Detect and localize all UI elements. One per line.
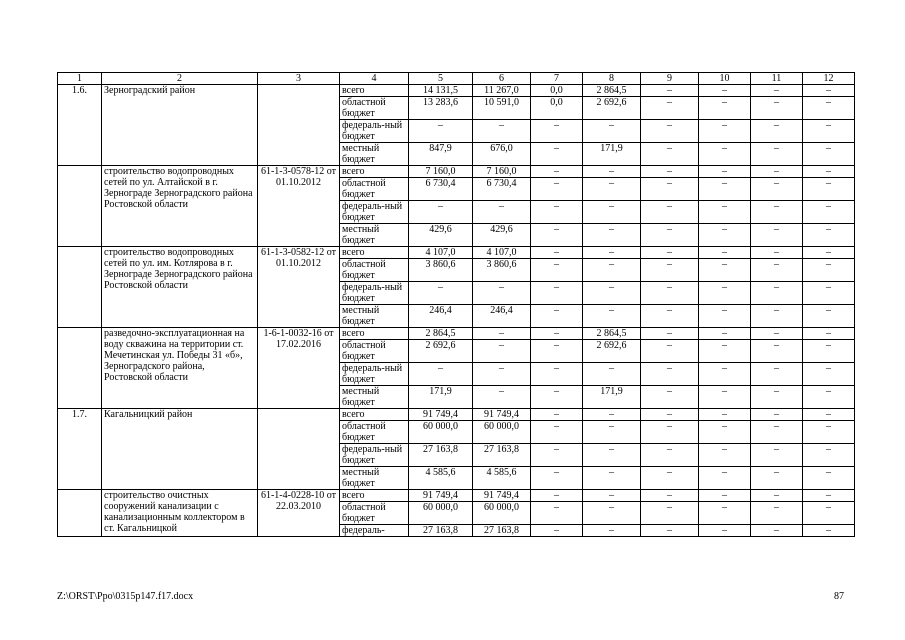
value-cell: – [803,490,855,502]
value-cell: 11 267,0 [473,85,531,97]
funding-source: всего [340,166,409,178]
value-cell: – [803,525,855,537]
value-cell: – [803,305,855,328]
funding-source: всего [340,328,409,340]
value-cell: – [473,282,531,305]
value-cell: – [641,166,699,178]
value-cell: – [409,120,473,143]
value-cell: – [531,143,583,166]
value-cell: – [751,259,803,282]
value-cell: – [751,328,803,340]
value-cell: – [699,282,751,305]
value-cell: – [583,363,641,386]
header-cell: 2 [102,73,258,85]
value-cell: 4 585,6 [409,467,473,490]
value-cell: 2 864,5 [583,328,641,340]
header-cell: 8 [583,73,641,85]
value-cell: – [641,444,699,467]
value-cell: – [531,502,583,525]
value-cell: – [803,166,855,178]
value-cell: – [803,502,855,525]
value-cell: 2 864,5 [409,328,473,340]
item-number [58,247,102,328]
item-name: строительство очистных сооружений канализации с канализационным коллектором в ст. Кагальницкой [102,490,258,537]
header-cell: 12 [803,73,855,85]
value-cell: – [699,97,751,120]
value-cell: – [531,421,583,444]
value-cell: 2 864,5 [583,85,641,97]
value-cell: – [473,120,531,143]
table-row [58,328,855,340]
value-cell: – [531,409,583,421]
value-cell: 847,9 [409,143,473,166]
value-cell: 2 692,6 [583,97,641,120]
value-cell: – [641,305,699,328]
value-cell: 6 730,4 [409,178,473,201]
value-cell: 60 000,0 [473,421,531,444]
value-cell: 0,0 [531,85,583,97]
value-cell: – [531,282,583,305]
value-cell: – [751,502,803,525]
value-cell: – [641,502,699,525]
value-cell: 91 749,4 [409,490,473,502]
item-name: строительство водопроводных сетей по ул. Алтайской в г. Зернограде Зерноградского района Ростовской области [102,166,258,247]
budget-table [57,72,855,537]
value-cell: – [699,178,751,201]
value-cell: – [699,305,751,328]
funding-source: всего [340,247,409,259]
value-cell: – [751,490,803,502]
value-cell: 2 692,6 [583,340,641,363]
item-number: 1.6. [58,85,102,166]
value-cell: – [641,386,699,409]
value-cell: – [751,120,803,143]
value-cell: 27 163,8 [473,444,531,467]
value-cell: – [583,502,641,525]
value-cell: – [751,444,803,467]
value-cell: – [583,178,641,201]
value-cell: – [751,166,803,178]
value-cell: – [751,178,803,201]
value-cell: – [699,386,751,409]
value-cell: – [531,247,583,259]
value-cell: 91 749,4 [409,409,473,421]
value-cell: – [641,421,699,444]
item-number [58,490,102,537]
funding-source: областной бюджет [340,502,409,525]
item-number: 1.7. [58,409,102,490]
value-cell: – [751,201,803,224]
header-row [58,73,855,85]
value-cell: – [641,340,699,363]
item-document: 1-6-1-0032-16 от 17.02.2016 [258,328,340,409]
value-cell: 0,0 [531,97,583,120]
value-cell: – [531,490,583,502]
value-cell: – [641,178,699,201]
header-cell: 4 [340,73,409,85]
header-cell: 9 [641,73,699,85]
header-cell: 7 [531,73,583,85]
value-cell: – [641,143,699,166]
funding-source: федераль-ный бюджет [340,201,409,224]
value-cell: – [409,363,473,386]
item-name: строительство водопроводных сетей по ул. им. Котлярова в г. Зернограде Зерноградского района Ростовской области [102,247,258,328]
value-cell: – [641,201,699,224]
funding-source: федераль-ный бюджет [340,363,409,386]
value-cell: 429,6 [409,224,473,247]
value-cell: – [531,201,583,224]
value-cell: – [803,282,855,305]
value-cell: – [803,328,855,340]
value-cell: – [531,305,583,328]
value-cell: 13 283,6 [409,97,473,120]
page-number: 87 [834,591,844,602]
header-cell: 5 [409,73,473,85]
value-cell: – [803,409,855,421]
value-cell: – [803,259,855,282]
value-cell: – [531,467,583,490]
value-cell: – [699,224,751,247]
funding-source: всего [340,490,409,502]
header-cell: 10 [699,73,751,85]
funding-source: местный бюджет [340,467,409,490]
value-cell: – [699,525,751,537]
table-row [58,490,855,502]
value-cell: – [699,120,751,143]
value-cell: – [583,282,641,305]
funding-source: местный бюджет [340,305,409,328]
item-document: 61-1-3-0578-12 от 01.10.2012 [258,166,340,247]
value-cell: 27 163,8 [409,444,473,467]
value-cell: – [531,525,583,537]
value-cell: – [531,363,583,386]
value-cell: 246,4 [473,305,531,328]
funding-source: областной бюджет [340,97,409,120]
value-cell: – [583,421,641,444]
value-cell: 10 591,0 [473,97,531,120]
value-cell: – [751,467,803,490]
value-cell: – [531,120,583,143]
funding-source: областной бюджет [340,259,409,282]
value-cell: – [699,166,751,178]
value-cell: – [641,363,699,386]
item-document [258,409,340,490]
funding-source: местный бюджет [340,386,409,409]
value-cell: – [409,201,473,224]
value-cell: – [803,143,855,166]
value-cell: – [473,363,531,386]
value-cell: – [751,409,803,421]
value-cell: – [531,259,583,282]
item-number [58,166,102,247]
value-cell: – [583,166,641,178]
value-cell: – [803,444,855,467]
funding-source: федераль-ный бюджет [340,120,409,143]
value-cell: 7 160,0 [409,166,473,178]
value-cell: – [583,467,641,490]
funding-source: федераль-ный бюджет [340,444,409,467]
value-cell: – [531,224,583,247]
value-cell: 676,0 [473,143,531,166]
value-cell: – [803,421,855,444]
value-cell: 3 860,6 [409,259,473,282]
value-cell: 4 107,0 [473,247,531,259]
value-cell: – [583,525,641,537]
header-cell: 11 [751,73,803,85]
value-cell: 171,9 [583,143,641,166]
funding-source: федераль- [340,525,409,537]
value-cell: – [699,444,751,467]
value-cell: – [751,525,803,537]
item-document: 61-1-4-0228-10 от 22.03.2010 [258,490,340,537]
value-cell: – [583,224,641,247]
value-cell: – [583,120,641,143]
value-cell: – [641,467,699,490]
value-cell: – [699,259,751,282]
value-cell: – [699,143,751,166]
value-cell: – [803,386,855,409]
value-cell: – [803,178,855,201]
value-cell: – [751,386,803,409]
value-cell: 4 585,6 [473,467,531,490]
value-cell: – [699,502,751,525]
value-cell: – [531,328,583,340]
value-cell: 7 160,0 [473,166,531,178]
value-cell: – [641,409,699,421]
value-cell: 60 000,0 [409,421,473,444]
value-cell: 171,9 [583,386,641,409]
value-cell: 27 163,8 [409,525,473,537]
value-cell: – [583,409,641,421]
value-cell: – [583,201,641,224]
item-number [58,328,102,409]
value-cell: – [583,444,641,467]
value-cell: 429,6 [473,224,531,247]
value-cell: – [803,467,855,490]
value-cell: – [583,305,641,328]
value-cell: – [531,386,583,409]
funding-source: всего [340,85,409,97]
value-cell: – [641,97,699,120]
funding-source: областной бюджет [340,421,409,444]
table-row [58,85,855,97]
value-cell: – [751,97,803,120]
value-cell: – [641,282,699,305]
value-cell: – [699,247,751,259]
value-cell: – [473,340,531,363]
value-cell: – [751,143,803,166]
value-cell: 246,4 [409,305,473,328]
value-cell: – [583,247,641,259]
header-cell: 1 [58,73,102,85]
item-name: Кагальницкий район [102,409,258,490]
item-document: 61-1-3-0582-12 от 01.10.2012 [258,247,340,328]
value-cell: – [699,467,751,490]
value-cell: 14 131,5 [409,85,473,97]
value-cell: 27 163,8 [473,525,531,537]
value-cell: – [641,490,699,502]
value-cell: – [531,178,583,201]
value-cell: – [641,247,699,259]
value-cell: – [699,409,751,421]
value-cell: – [531,166,583,178]
value-cell: 3 860,6 [473,259,531,282]
value-cell: – [803,201,855,224]
value-cell: – [751,305,803,328]
funding-source: областной бюджет [340,340,409,363]
value-cell: – [699,201,751,224]
value-cell: – [641,328,699,340]
value-cell: – [531,340,583,363]
value-cell: – [699,328,751,340]
item-name: Зерноградский район [102,85,258,166]
table-row [58,247,855,259]
value-cell: – [803,247,855,259]
funding-source: местный бюджет [340,224,409,247]
value-cell: 91 749,4 [473,409,531,421]
value-cell: – [803,97,855,120]
value-cell: – [641,85,699,97]
item-name: разведочно-эксплуатационная на воду скважина на территории ст. Мечетинская ул. Победы 31 «б», Зерноградского района, Ростовской области [102,328,258,409]
value-cell: 6 730,4 [473,178,531,201]
value-cell: – [409,282,473,305]
value-cell: – [699,490,751,502]
value-cell: – [803,120,855,143]
value-cell: 2 692,6 [409,340,473,363]
value-cell: – [641,120,699,143]
value-cell: 4 107,0 [409,247,473,259]
value-cell: – [751,85,803,97]
header-cell: 6 [473,73,531,85]
value-cell: – [531,444,583,467]
value-cell: 60 000,0 [473,502,531,525]
file-path: Z:\ORST\Ppo\0315p147.f17.docx [57,591,194,602]
funding-source: областной бюджет [340,178,409,201]
value-cell: – [751,282,803,305]
value-cell: – [583,259,641,282]
value-cell: – [583,490,641,502]
value-cell: – [699,85,751,97]
value-cell: 171,9 [409,386,473,409]
value-cell: – [473,201,531,224]
value-cell: – [751,224,803,247]
value-cell: – [699,340,751,363]
table-row [58,166,855,178]
value-cell: – [473,328,531,340]
value-cell: – [751,247,803,259]
item-document [258,85,340,166]
value-cell: 60 000,0 [409,502,473,525]
value-cell: – [751,363,803,386]
value-cell: – [803,340,855,363]
value-cell: – [699,363,751,386]
value-cell: – [751,340,803,363]
value-cell: – [803,224,855,247]
value-cell: – [641,259,699,282]
value-cell: – [751,421,803,444]
table-row [58,409,855,421]
funding-source: федераль-ный бюджет [340,282,409,305]
header-cell: 3 [258,73,340,85]
value-cell: – [803,363,855,386]
value-cell: – [473,386,531,409]
value-cell: – [803,85,855,97]
funding-source: всего [340,409,409,421]
value-cell: – [699,421,751,444]
value-cell: – [641,525,699,537]
value-cell: – [641,224,699,247]
funding-source: местный бюджет [340,143,409,166]
value-cell: 91 749,4 [473,490,531,502]
